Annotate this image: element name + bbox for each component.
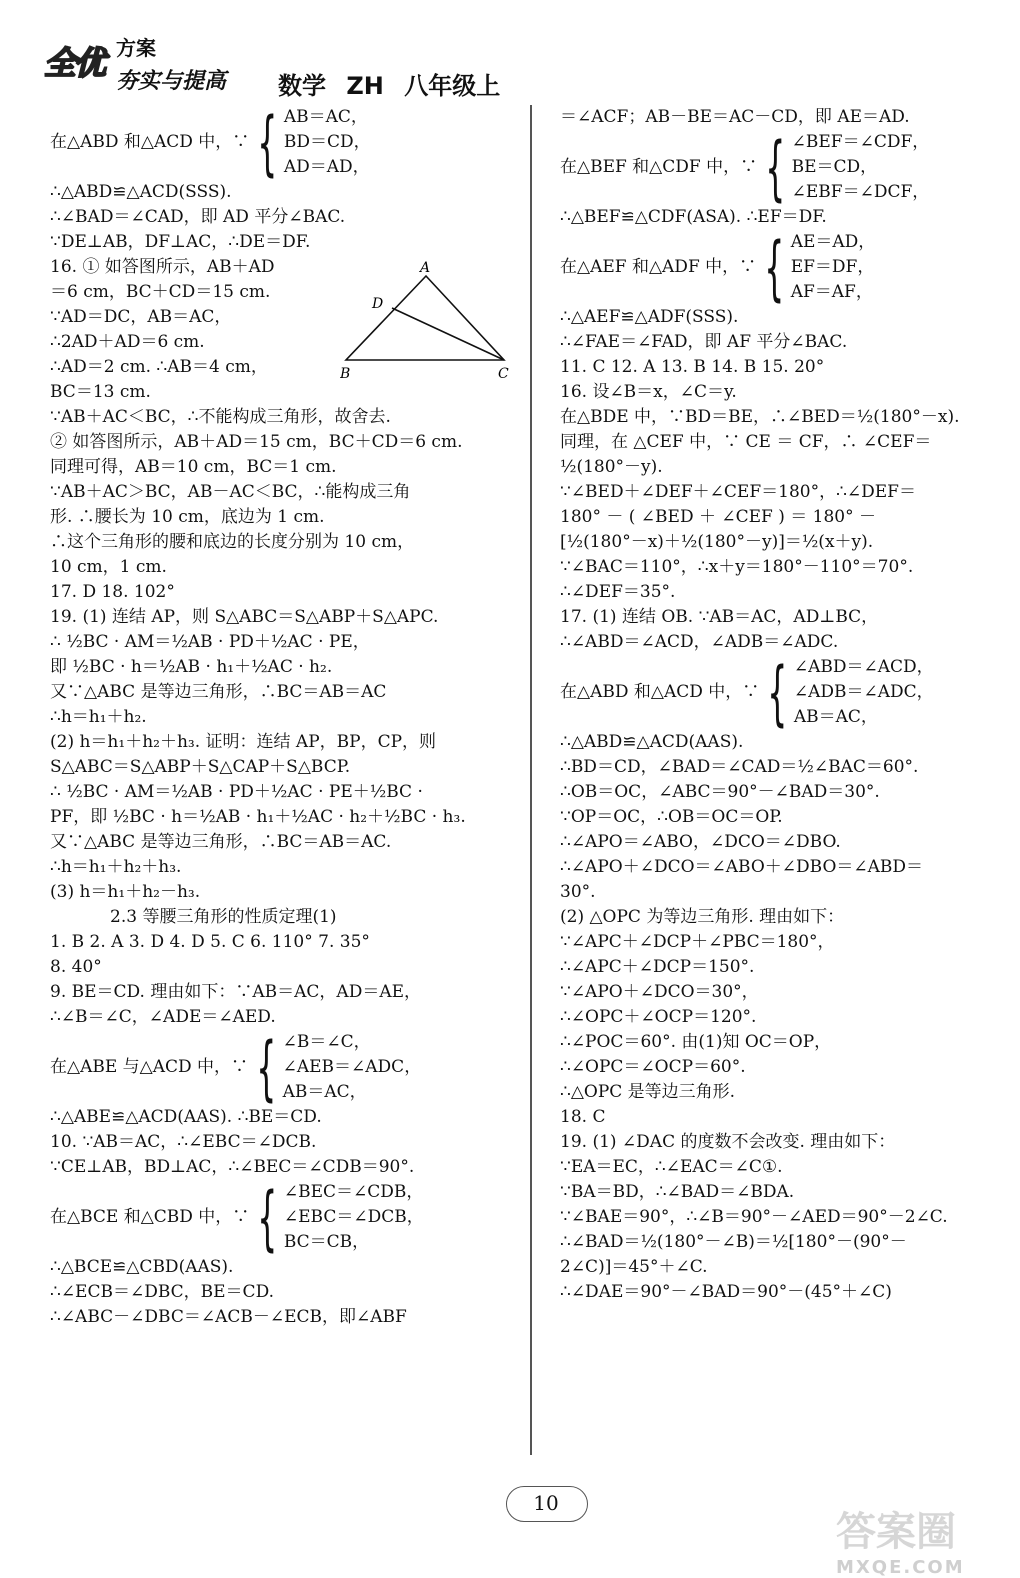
answer-line: ∵BA＝BD，∴∠BAD＝∠BDA.: [560, 1182, 795, 1202]
answer-line: ∵∠BAE＝90°，∴∠B＝90°－∠AED＝90°－2∠C.: [560, 1207, 948, 1227]
condition-line: AE＝AD，: [790, 232, 876, 252]
system-of-conditions: [50, 1026, 520, 1109]
answer-line: ∵∠APC＋∠DCP＋∠PBC＝180°，: [560, 932, 835, 952]
watermark-url: MXQE.COM: [836, 1557, 965, 1578]
book-logo: [44, 24, 249, 104]
condition-intro: 在△BEF 和△CDF 中，∵: [560, 157, 758, 177]
brace-symbol: {: [257, 1176, 278, 1259]
condition-line: AB＝AC，: [793, 707, 878, 727]
condition-line: AF＝AF，: [790, 282, 873, 302]
answer-line: ∵DE⊥AB，DF⊥AC，∴DE＝DF.: [50, 232, 311, 252]
answer-line: ∴∠BAD＝½(180°－∠B)＝½[180°－(90°－: [560, 1232, 907, 1252]
condition-line: EF＝DF，: [790, 257, 875, 277]
answer-line: 即 ½BC · h＝½AB · h₁＋½AC · h₂.: [50, 657, 333, 677]
answer-line: ∴h＝h₁＋h₂.: [50, 707, 147, 727]
answer-line: ∴∠ABD＝∠ACD，∠ADB＝∠ADC.: [560, 632, 839, 652]
answer-line: ∴AD＝2 cm. ∴AB＝4 cm，: [50, 357, 268, 377]
answer-line: ∴∠B＝∠C，∠ADE＝∠AED.: [50, 1007, 276, 1027]
page-header: [0, 0, 1020, 110]
condition-line: AD＝AD，: [283, 157, 370, 177]
answer-line: ∴∠POC＝60°. 由(1)知 OC＝OP，: [560, 1032, 832, 1052]
answer-line: ∴∠DEF＝35°.: [560, 582, 676, 602]
system-of-conditions: [560, 651, 1020, 734]
answer-line: 18. C: [560, 1107, 606, 1127]
answer-line: ∴这个三角形的腰和底边的长度分别为 10 cm，: [50, 532, 415, 552]
answer-line: ∵EA＝EC，∴∠EAC＝∠C①.: [560, 1157, 783, 1177]
condition-intro: 在△ABE 与△ACD 中，∵: [50, 1057, 249, 1077]
answer-line: 30°.: [560, 882, 596, 902]
system-of-conditions: [50, 101, 520, 184]
answer-line: ∴∠OPC＝∠OCP＝60°.: [560, 1057, 746, 1077]
answer-line: ∴△OPC 是等边三角形.: [560, 1082, 736, 1102]
answer-line: 19. (1) 连结 AP，则 S△ABC＝S△ABP＋S△APC.: [50, 607, 439, 627]
answer-line: 11. C 12. A 13. B 14. B 15. 20°: [560, 357, 825, 377]
condition-list: [284, 105, 371, 180]
condition-line: ∠EBC＝∠DCB，: [283, 1207, 424, 1227]
answer-line: ∴ ½BC · AM＝½AB · PD＋½AC · PE，: [50, 632, 370, 652]
condition-line: ∠AEB＝∠ADC，: [282, 1057, 422, 1077]
answer-line: ∴△AEF≌△ADF(SSS).: [560, 307, 739, 327]
answer-line: ∴h＝h₁＋h₂＋h₃.: [50, 857, 182, 877]
condition-line: BE＝CD，: [791, 157, 878, 177]
answer-line: ∴BD＝CD，∠BAD＝∠CAD＝½∠BAC＝60°.: [560, 757, 919, 777]
condition-line: ∠EBF＝∠DCF，: [791, 182, 930, 202]
answer-line: ∵∠APO＋∠DCO＝30°，: [560, 982, 759, 1002]
page-title: 数学 ZH 八年级上: [278, 72, 501, 100]
triangle-outline: [346, 276, 504, 360]
answer-line: ② 如答图所示，AB＋AD＝15 cm，BC＋CD＝6 cm.: [50, 432, 463, 452]
answer-line: 形. ∴腰长为 10 cm，底边为 1 cm.: [50, 507, 325, 527]
answer-line: 17. (1) 连结 OB. ∵AB＝AC，AD⊥BC，: [560, 607, 879, 627]
brace-symbol: {: [767, 651, 788, 734]
answer-line: ∴△ABD≌△ACD(AAS).: [560, 732, 744, 752]
answer-line: ∴∠ECB＝∠DBC，BE＝CD.: [50, 1282, 274, 1302]
system-of-conditions: [560, 126, 1020, 209]
answer-line: ∵∠BAC＝110°，∴x＋y＝180°－110°＝70°.: [560, 557, 914, 577]
answer-line: S△ABC＝S△ABP＋S△CAP＋S△BCP.: [50, 757, 351, 777]
answer-line: ∴∠DAE＝90°－∠BAD＝90°－(45°＋∠C): [560, 1282, 892, 1302]
condition-line: ∠BEF＝∠CDF，: [791, 132, 930, 152]
brace-symbol: {: [256, 1026, 277, 1109]
column-divider: [530, 105, 532, 1455]
condition-line: BC＝CB，: [283, 1232, 370, 1252]
answer-line: 10 cm，1 cm.: [50, 557, 167, 577]
label-b: B: [340, 366, 351, 382]
brace-symbol: {: [764, 226, 785, 309]
answer-line: 又∵△ABC 是等边三角形，∴BC＝AB＝AC.: [50, 832, 392, 852]
answer-line: [½(180°－x)＋½(180°－y)]＝½(x＋y).: [560, 532, 874, 552]
answer-line: ∵OP＝OC，∴OB＝OC＝OP.: [560, 807, 783, 827]
system-of-conditions: [50, 1176, 520, 1259]
condition-line: AB＝AC，: [282, 1082, 367, 1102]
answer-line: ∴∠ABC－∠DBC＝∠ACB－∠ECB，即∠ABF: [50, 1307, 407, 1327]
answer-line: 10. ∵AB＝AC，∴∠EBC＝∠DCB.: [50, 1132, 317, 1152]
answer-line: 又∵△ABC 是等边三角形，∴BC＝AB＝AC: [50, 682, 387, 702]
answer-line: ∴△ABE≌△ACD(AAS). ∴BE＝CD.: [50, 1107, 322, 1127]
condition-line: ∠BEC＝∠CDB，: [283, 1182, 424, 1202]
condition-list: [283, 1030, 422, 1105]
condition-list: [284, 1180, 424, 1255]
segment-dc: [392, 308, 504, 360]
answer-line: 在△BDE 中，∵BD＝BE，∴∠BED＝½(180°－x).: [560, 407, 960, 427]
answer-line: ＝∠ACF；AB－BE＝AC－CD，即 AE＝AD.: [560, 107, 910, 127]
condition-intro: 在△AEF 和△ADF 中，∵: [560, 257, 757, 277]
answer-line: 16. 设∠B＝x，∠C＝y.: [560, 382, 737, 402]
condition-line: ∠B＝∠C，: [282, 1032, 371, 1052]
condition-line: BD＝CD，: [283, 132, 371, 152]
condition-line: AB＝AC，: [283, 107, 368, 127]
logo-small-text-1: 方案: [116, 36, 156, 60]
condition-list: [791, 230, 876, 305]
answer-line: 1. B 2. A 3. D 4. D 5. C 6. 110° 7. 35°: [50, 932, 370, 952]
condition-list: [792, 130, 930, 205]
answer-line: ＝6 cm，BC＋CD＝15 cm.: [50, 282, 271, 302]
logo-small-text-2: 夯实与提高: [116, 68, 227, 94]
label-a: A: [420, 260, 431, 276]
answer-line: ∴∠FAE＝∠FAD，即 AF 平分∠BAC.: [560, 332, 848, 352]
answer-line: 2∠C)]＝45°＋∠C.: [560, 1257, 708, 1277]
answer-line: 8. 40°: [50, 957, 102, 977]
triangle-figure: [340, 258, 520, 388]
answer-line: ∴∠APC＋∠DCP＝150°.: [560, 957, 755, 977]
answer-line: ∴△BCE≌△CBD(AAS).: [50, 1257, 234, 1277]
answer-line: ∵AB＋AC＞BC，AB－AC＜BC，∴能构成三角: [50, 482, 411, 502]
answer-line: ∴∠APO＋∠DCO＝∠ABO＋∠DBO＝∠ABD＝: [560, 857, 924, 877]
answer-line: ∴2AD＋AD＝6 cm.: [50, 332, 205, 352]
answer-line: ∴OB＝OC，∠ABC＝90°－∠BAD＝30°.: [560, 782, 880, 802]
page-number-text: 10: [533, 1491, 559, 1515]
system-of-conditions: [560, 226, 1020, 309]
brace-symbol: {: [765, 126, 786, 209]
answer-line: (2) h＝h₁＋h₂＋h₃. 证明：连结 AP，BP，CP，则: [50, 732, 437, 752]
right-column: [560, 105, 1020, 1305]
answer-line: 9. BE＝CD. 理由如下：∵AB＝AC，AD＝AE，: [50, 982, 422, 1002]
answer-line: PF，即 ½BC · h＝½AB · h₁＋½AC · h₂＋½BC · h₃.: [50, 807, 466, 827]
answer-line: (3) h＝h₁＋h₂－h₃.: [50, 882, 201, 902]
answer-line: ∴∠APO＝∠ABO，∠DCO＝∠DBO.: [560, 832, 841, 852]
answer-line: (2) △OPC 为等边三角形. 理由如下：: [560, 907, 845, 927]
label-c: C: [498, 366, 509, 382]
answer-line: ∵AB＋AC＜BC，∴不能构成三角形，故舍去.: [50, 407, 391, 427]
answer-line: ∴ ½BC · AM＝½AB · PD＋½AC · PE＋½BC ·: [50, 782, 423, 802]
answer-line: BC＝13 cm.: [50, 382, 151, 402]
answer-line: 16. ① 如答图所示，AB＋AD: [50, 257, 275, 277]
answer-line: 180° － ( ∠BED ＋ ∠CEF ) ＝ 180° －: [560, 507, 877, 527]
condition-line: ∠ABD＝∠ACD，: [793, 657, 934, 677]
answer-line: 同理可得，AB＝10 cm，BC＝1 cm.: [50, 457, 337, 477]
section-heading: 2.3 等腰三角形的性质定理(1): [110, 907, 337, 927]
condition-intro: 在△ABD 和△ACD 中，∵: [50, 132, 250, 152]
answer-line: ∴△BEF≌△CDF(ASA). ∴EF＝DF.: [560, 207, 827, 227]
label-d: D: [372, 296, 384, 312]
answer-line: 同理，在 △CEF 中，∵ CE ＝ CF，∴ ∠CEF＝: [560, 432, 932, 452]
watermark-text: 答案圈: [836, 1509, 956, 1555]
page-number: [506, 1478, 586, 1528]
watermark: [836, 1500, 1006, 1578]
logo-big-text: 全优: [44, 44, 105, 82]
answer-line: ∴△ABD≌△ACD(SSS).: [50, 182, 232, 202]
condition-intro: 在△ABD 和△ACD 中，∵: [560, 682, 760, 702]
answer-line: ½(180°－y).: [560, 457, 663, 477]
answer-line: 19. (1) ∠DAC 的度数不会改变. 理由如下：: [560, 1132, 896, 1152]
answer-line: ∵CE⊥AB，BD⊥AC，∴∠BEC＝∠CDB＝90°.: [50, 1157, 415, 1177]
answer-line: ∵∠BED＋∠DEF＋∠CEF＝180°，∴∠DEF＝: [560, 482, 916, 502]
answer-line: ∵AD＝DC，AB＝AC，: [50, 307, 232, 327]
answer-line: ∴∠BAD＝∠CAD，即 AD 平分∠BAC.: [50, 207, 346, 227]
condition-list: [794, 655, 934, 730]
answer-line: 17. D 18. 102°: [50, 582, 175, 602]
condition-intro: 在△BCE 和△CBD 中，∵: [50, 1207, 250, 1227]
brace-symbol: {: [257, 101, 278, 184]
condition-line: ∠ADB＝∠ADC，: [793, 682, 934, 702]
answer-line: ∴∠OPC＋∠OCP＝120°.: [560, 1007, 757, 1027]
